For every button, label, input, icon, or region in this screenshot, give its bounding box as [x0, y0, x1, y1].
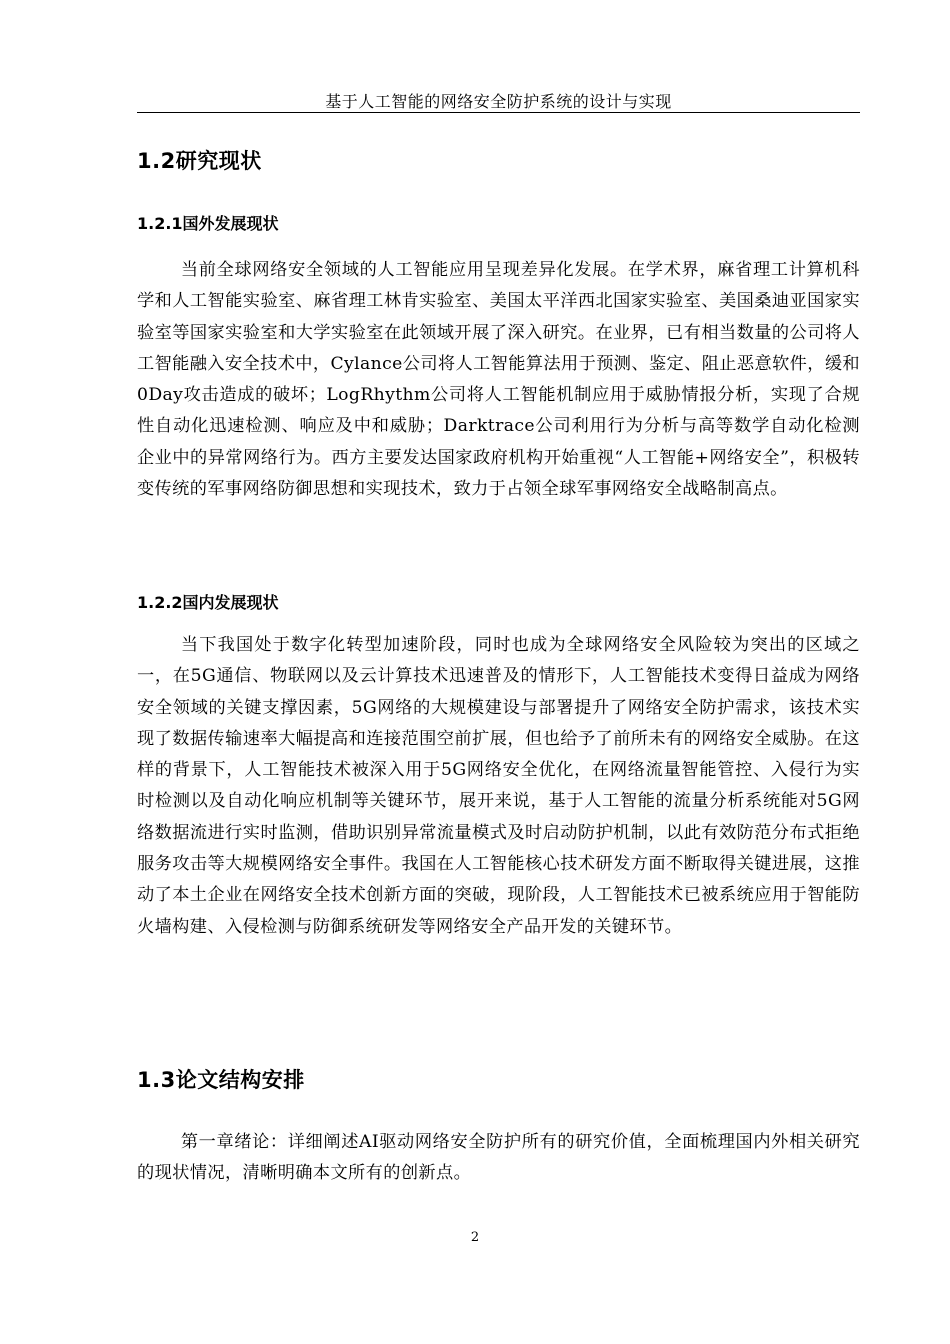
page-number: 2 [470, 1230, 480, 1245]
section-heading-1-2: 1.2研究现状 [137, 149, 262, 173]
header-rule [137, 112, 860, 113]
paragraph-foreign-status: 当前全球网络安全领域的人工智能应用呈现差异化发展。在学术界，麻省理工计算机科学和人工智能实验室、麻省理工林肯实验室、美国太平洋西北国家实验室、美国桑迪亚国家实验室等国家实验室和大学实验室在此领域开展了深入研究。在业界，已有相当数量的公司将人工智能融入安全技术中，Cylance公司将人工智能算法用于预测、鉴定、阻止恶意软件，缓和0Day攻击造成的破坏；LogRhythm公司将人工智能机制应用于威胁情报分析，实现了合规性自动化迅速检测、响应及中和威胁；Darktrace公司利用行为分析与高等数学自动化检测企业中的异常网络行为。西方主要发达国家政府机构开始重视“人工智能+网络安全”，积极转变传统的军事网络防御思想和实现技术，致力于占领全球军事网络安全战略制高点。 [137, 260, 861, 500]
paragraph-thesis-structure: 第一章绪论：详细阐述AI驱动网络安全防护所有的研究价值，全面梳理国内外相关研究的现状情况，清晰明确本文所有的创新点。 [137, 1132, 860, 1184]
running-header-title: 基于人工智能的网络安全防护系统的设计与实现 [325, 92, 672, 111]
section-heading-1-3: 1.3论文结构安排 [137, 1068, 305, 1092]
subsection-heading-1-2-2: 1.2.2国内发展现状 [137, 593, 279, 612]
paragraph-domestic-status: 当下我国处于数字化转型加速阶段，同时也成为全球网络安全风险较为突出的区域之一，在5G通信、物联网以及云计算技术迅速普及的情形下，人工智能技术变得日益成为网络安全领域的关键支撑因素，5G网络的大规模建设与部署提升了网络安全防护需求，该技术实现了数据传输速率大幅提高和连接范围空前扩展，但也给予了前所未有的网络安全威胁。在这样的背景下，人工智能技术被深入用于5G网络安全优化，在网络流量智能管控、入侵行为实时检测以及自动化响应机制等关键环节，展开来说，基于人工智能的流量分析系统能对5G网络数据流进行实时监测，借助识别异常流量模式及时启动防护机制，以此有效防范分布式拒绝服务攻击等大规模网络安全事件。我国在人工智能核心技术研发方面不断取得关键进展，这推动了本土企业在网络安全技术创新方面的突破，现阶段，人工智能技术已被系统应用于智能防火墙构建、入侵检测与防御系统研发等网络安全产品开发的关键环节。 [137, 635, 860, 937]
subsection-heading-1-2-1: 1.2.1国外发展现状 [137, 214, 279, 233]
